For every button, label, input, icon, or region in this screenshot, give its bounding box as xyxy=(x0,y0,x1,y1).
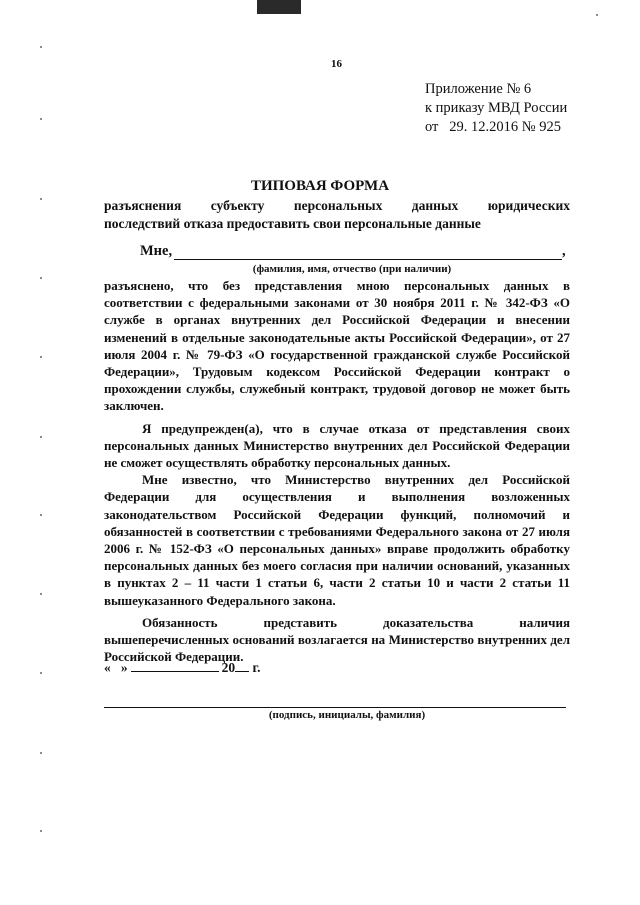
appendix-line1: Приложение № 6 xyxy=(425,81,532,97)
scan-speck xyxy=(40,198,42,200)
scan-speck xyxy=(596,14,598,16)
date-year-suffix: г. xyxy=(252,660,261,675)
document-subtitle xyxy=(104,197,570,233)
date-quote-close: » xyxy=(120,660,128,675)
paragraph-3: Мне известно, что Министерство внутренних дел Российской Федерации для осуществления и выполнения возложенных законодательством Российской Федерации функций, полномочий и обязанностей в соответствии с требованиями Федерального закона от 27 июля 2006 г. № 152-ФЗ «О персональных данных» вправе продолжить обработку персональных данных без моего согласия при наличии оснований, указанных в пунктах 2 – 11 части 1 статьи 6, части 2 статьи 10 и части 2 статьи 11 вышеуказанного Федерального закона. xyxy=(104,472,570,608)
appendix-date-prefix: от xyxy=(425,119,439,135)
signature-caption-text: (подпись, инициалы, фамилия) xyxy=(268,709,426,721)
scan-speck xyxy=(40,593,42,595)
subtitle-line1: разъяснения субъекту персональных данных юридических xyxy=(104,198,570,213)
date-field xyxy=(104,660,260,676)
date-year-blank[interactable] xyxy=(235,671,249,672)
date-year-prefix: 20 xyxy=(221,660,236,675)
date-month-blank[interactable] xyxy=(131,671,219,672)
document-title: ТИПОВАЯ ФОРМА xyxy=(250,178,390,194)
document-body xyxy=(104,277,570,665)
scan-top-mark xyxy=(257,0,301,14)
name-blank-line[interactable] xyxy=(174,259,562,260)
name-caption xyxy=(0,263,640,275)
scan-speck xyxy=(40,356,42,358)
appendix-line2: к приказу МВД России xyxy=(425,100,568,116)
scan-speck xyxy=(40,46,42,48)
scan-speck xyxy=(40,752,42,754)
subtitle-line2: последствий отказа предоставить свои персональные данные xyxy=(104,216,481,231)
scan-speck xyxy=(40,436,42,438)
date-quote-open: « xyxy=(104,660,111,675)
signature-caption xyxy=(0,709,640,721)
paragraph-2: Я предупрежден(а), что в случае отказа от представления своих персональных данных Министерство внутренних дел Российской Федерации не сможет осуществлять обработку персональных данных. xyxy=(104,420,570,471)
name-comma: , xyxy=(562,243,566,259)
scan-speck xyxy=(40,672,42,674)
signature-line[interactable] xyxy=(104,707,566,708)
appendix-header xyxy=(425,80,567,137)
paragraph-4: Обязанность представить доказательства наличия вышеперечисленных оснований возлагается на Министерство внутренних дел Российской Федерации. xyxy=(104,614,570,665)
name-caption-text: (фамилия, имя, отчество (при наличии) xyxy=(252,263,452,275)
scan-speck xyxy=(40,514,42,516)
scan-speck xyxy=(40,118,42,120)
page-number: 16 xyxy=(331,58,342,70)
paragraph-1: разъяснено, что без представления мною персональных данных в соответствии с федеральными законами от 30 ноября 2011 г. № 342-ФЗ «О службе в органах внутренних дел Российской Федерации и внесении изменений в отдельные законодательные акты Российской Федерации», от 27 июля 2004 г. № 79-ФЗ «О государственной гражданской службе Российской Федерации», Трудовым кодексом Российской Федерации контракт о прохождении службы, служебный контракт, трудовой договор не может быть заключен. xyxy=(104,278,570,414)
scan-speck xyxy=(40,830,42,832)
scan-speck xyxy=(40,277,42,279)
name-label: Мне, xyxy=(140,243,173,259)
appendix-number: № 925 xyxy=(521,119,561,135)
appendix-date-row xyxy=(425,118,567,137)
appendix-date: 29. 12.2016 xyxy=(449,119,519,135)
